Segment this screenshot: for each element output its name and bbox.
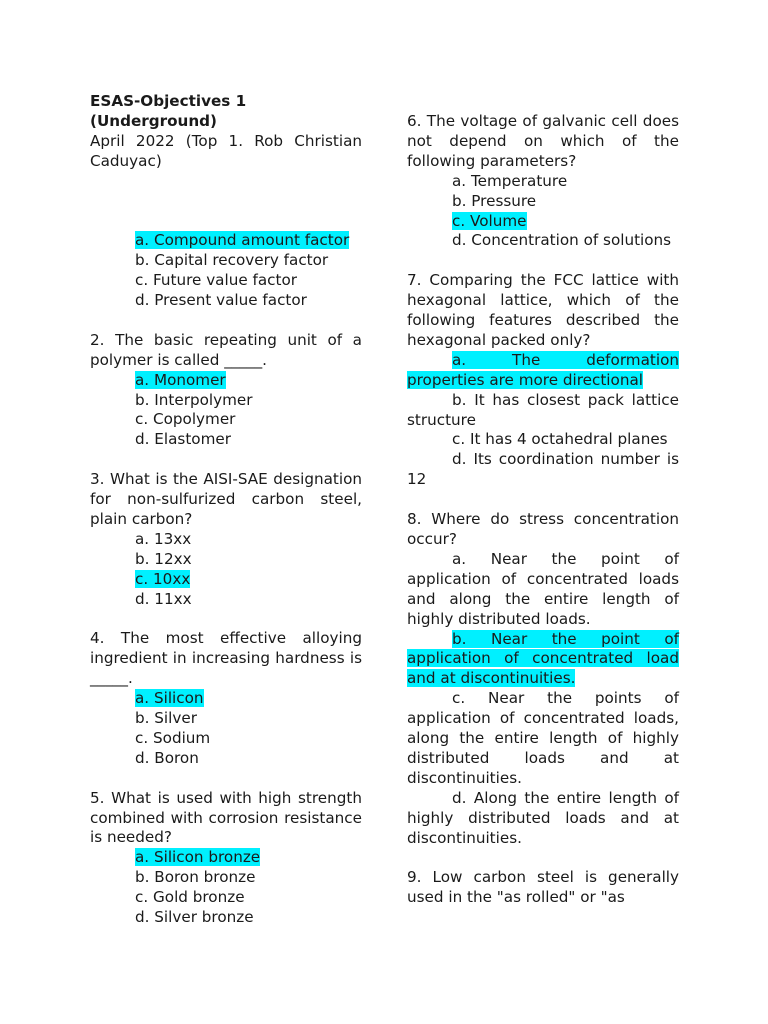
q4-option-b: b. Silver — [135, 709, 197, 728]
question-4 — [90, 629, 362, 768]
q5-option-a: a. Silicon bronze — [135, 848, 261, 867]
q3-option-c: c. 10xx — [135, 569, 191, 588]
q8-option-a: a. Near the point of application of concentrated loads and along the entire length of highly distributed loads. — [407, 549, 679, 628]
q7-stem: 7. Comparing the FCC lattice with hexagonal lattice, which of the following features described the hexagonal packed only? — [407, 271, 679, 349]
q7-option-d: d. Its coordination number is 12 — [407, 450, 679, 489]
question-1 — [90, 231, 362, 311]
q1-option-c: c. Future value factor — [135, 271, 298, 290]
right-column — [407, 112, 679, 908]
q8-option-c: c. Near the points of application of concentrated loads, along the entire length of highly distributed loads and at discontinuities. — [407, 689, 679, 787]
question-9 — [407, 868, 679, 908]
q6-option-d: d. Concentration of solutions — [452, 231, 672, 250]
q4-stem: 4. The most effective alloying ingredient in increasing hardness is _____. — [90, 629, 362, 688]
q6-option-b: b. Pressure — [452, 191, 537, 210]
q5-stem: 5. What is used with high strength combined with corrosion resistance is needed? — [90, 788, 362, 847]
q7-option-c: c. It has 4 octahedral planes — [452, 430, 668, 449]
q6-stem: 6. The voltage of galvanic cell does not depend on which of the following parameters? — [407, 112, 679, 170]
question-3 — [90, 470, 362, 609]
q5-option-b: b. Boron bronze — [135, 868, 256, 887]
question-7 — [407, 271, 679, 490]
q1-option-d: d. Present value factor — [135, 291, 307, 310]
document-subtitle: April 2022 (Top 1. Rob Christian Caduyac) — [90, 131, 362, 170]
q2-stem: 2. The basic repeating unit of a polymer is called _____. — [90, 330, 362, 369]
q7-option-b: b. It has closest pack lattice structure — [407, 390, 679, 429]
question-6 — [407, 112, 679, 251]
q6-option-c: c. Volume — [452, 211, 527, 230]
q9-stem: 9. Low carbon steel is generally used in the "as rolled" or "as — [407, 868, 679, 907]
q3-option-a: a. 13xx — [135, 529, 192, 548]
q1-option-a: a. Compound amount factor — [135, 231, 350, 250]
q8-stem: 8. Where do stress concentration occur? — [407, 510, 679, 548]
q5-option-c: c. Gold bronze — [135, 888, 245, 907]
q8-option-b: b. Near the point of application of concentrated load and at discontinuities. — [407, 629, 679, 688]
q4-option-a: a. Silicon — [135, 689, 204, 708]
q3-option-b: b. 12xx — [135, 549, 192, 568]
q4-option-c: c. Sodium — [135, 728, 211, 747]
document-title: ESAS-Objectives 1 (Underground) — [90, 92, 247, 130]
q1-option-b: b. Capital recovery factor — [135, 251, 329, 270]
q2-option-c: c. Copolymer — [135, 410, 236, 429]
q5-option-d: d. Silver bronze — [135, 908, 254, 927]
question-8 — [407, 510, 679, 848]
q3-option-d: d. 11xx — [135, 589, 192, 608]
q6-option-a: a. Temperature — [452, 171, 568, 190]
question-5 — [90, 789, 362, 928]
question-2 — [90, 331, 362, 450]
q3-stem: 3. What is the AISI-SAE designation for non-sulfurized carbon steel, plain carbon? — [90, 470, 362, 528]
q4-option-d: d. Boron — [135, 748, 199, 767]
q2-option-d: d. Elastomer — [135, 430, 231, 449]
q2-option-b: b. Interpolymer — [135, 390, 253, 409]
left-column — [90, 92, 362, 928]
q2-option-a: a. Monomer — [135, 370, 226, 389]
q7-option-a: a. The deformation properties are more directional — [407, 350, 679, 389]
q8-option-d: d. Along the entire length of highly distributed loads and at discontinuities. — [407, 788, 679, 847]
